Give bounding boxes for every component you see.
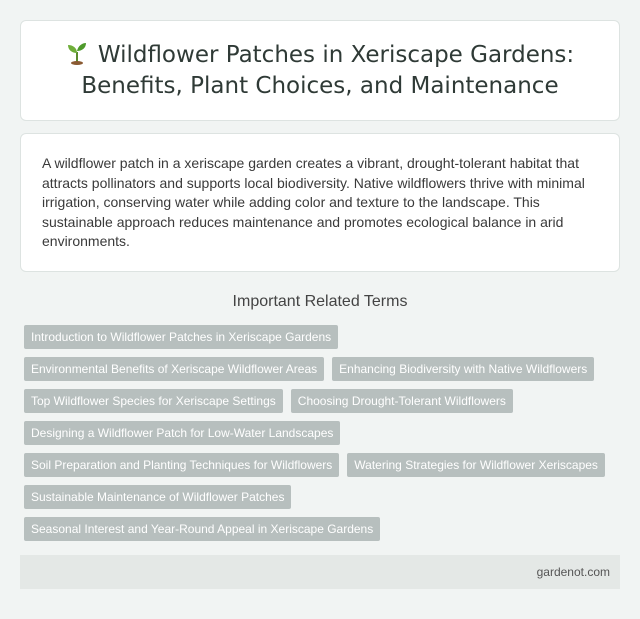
- related-term-tag[interactable]: Choosing Drought-Tolerant Wildflowers: [291, 389, 513, 413]
- related-term-tag[interactable]: Sustainable Maintenance of Wildflower Patches: [24, 485, 291, 509]
- sprout-icon: [66, 41, 88, 65]
- summary-text: A wildflower patch in a xeriscape garden creates a vibrant, drought-tolerant habitat that attracts pollinators and supports local biodiversity. Native wildflowers thrive with minimal irrigation, conserving water while adding color and texture to the landscape. This sustainable approach reduces maintenance and promotes ecological balance in arid environments.: [42, 155, 585, 249]
- title-card: [20, 20, 620, 121]
- page-title: [41, 40, 599, 102]
- related-term-tag[interactable]: Seasonal Interest and Year-Round Appeal in Xeriscape Gardens: [24, 517, 380, 541]
- related-terms-heading: Important Related Terms: [232, 293, 408, 310]
- related-terms-list: [20, 325, 620, 549]
- page-title-text: Wildflower Patches in Xeriscape Gardens: Benefits, Plant Choices, and Maintenance: [81, 41, 575, 99]
- related-term-tag[interactable]: Watering Strategies for Wildflower Xeriscapes: [347, 453, 605, 477]
- related-term-tag[interactable]: Introduction to Wildflower Patches in Xeriscape Gardens: [24, 325, 338, 349]
- footer-site-link[interactable]: gardenot.com: [536, 565, 610, 579]
- related-term-tag[interactable]: Enhancing Biodiversity with Native Wildflowers: [332, 357, 594, 381]
- related-term-tag[interactable]: Environmental Benefits of Xeriscape Wildflower Areas: [24, 357, 324, 381]
- footer: [20, 555, 620, 589]
- related-term-tag[interactable]: Top Wildflower Species for Xeriscape Settings: [24, 389, 283, 413]
- summary-card: [20, 133, 620, 272]
- related-term-tag[interactable]: Designing a Wildflower Patch for Low-Water Landscapes: [24, 421, 340, 445]
- related-term-tag[interactable]: Soil Preparation and Planting Techniques for Wildflowers: [24, 453, 339, 477]
